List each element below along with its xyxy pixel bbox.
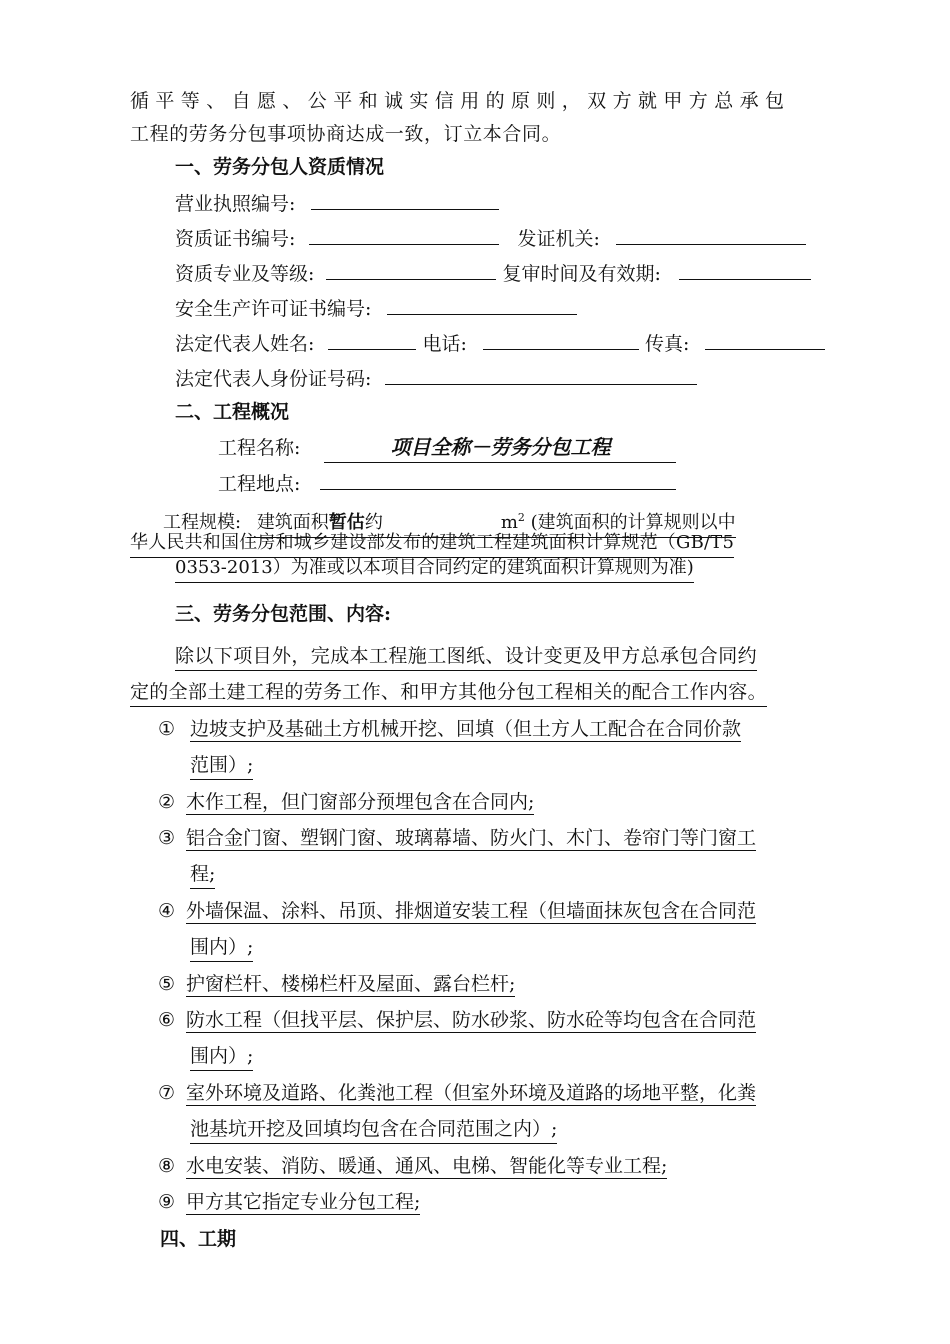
scale-unit: m: [500, 512, 518, 533]
business-license-row: [175, 189, 499, 217]
scale-text-bold: 暂估: [328, 512, 365, 533]
rep-name-field[interactable]: [328, 329, 416, 350]
project-name-label: 工程名称:: [218, 437, 301, 459]
rep-id-row: [175, 364, 697, 392]
list-item-5: [158, 971, 515, 997]
item-text-4: 外墙保温、涂料、吊顶、排烟道安装工程（但墙面抹灰包含在合同范: [186, 900, 757, 922]
item-num-2: ②: [158, 791, 176, 813]
safety-field[interactable]: [387, 294, 577, 315]
list-item-1-cont: 范围）;: [190, 752, 253, 780]
item-text-7: 室外环境及道路、化粪池工程（但室外环境及道路的场地平整，化粪: [186, 1082, 757, 1104]
section3-para-line-2: 定的全部土建工程的劳务工作、和甲方其他分包工程相关的配合工作内容。: [130, 679, 767, 707]
project-location-field[interactable]: [320, 469, 676, 490]
section4-heading: 四、工期: [160, 1228, 237, 1250]
project-name-field[interactable]: [324, 434, 676, 463]
item-num-7: ⑦: [158, 1082, 176, 1104]
item-text-3: 铝合金门窗、塑钢门窗、玻璃幕墙、防火门、木门、卷帘门等门窗工: [186, 827, 757, 849]
fax-field[interactable]: [705, 329, 825, 350]
review-field[interactable]: [679, 259, 811, 280]
item-text-1: 边坡支护及基础土方机械开挖、回填（但土方人工配合在合同价款: [190, 718, 742, 740]
rep-row: [175, 329, 825, 357]
item-num-1: ①: [158, 718, 176, 740]
list-item-6: [158, 1007, 756, 1033]
list-item-4-cont: 围内）;: [190, 934, 253, 962]
scale-text-b: 约: [364, 512, 383, 533]
item-text-2: 木作工程，但门窗部分预埋包含在合同内;: [186, 791, 535, 813]
section2-heading: 二、工程概况: [175, 401, 290, 423]
item-text-5: 护窗栏杆、楼梯栏杆及屋面、露台栏杆;: [186, 973, 516, 995]
scale-unit-sup: 2: [517, 511, 525, 524]
section1-heading: 一、劳务分包人资质情况: [175, 156, 385, 178]
list-item-2: [158, 789, 534, 815]
list-item-6-cont: 围内）;: [190, 1043, 253, 1071]
list-item-7: [158, 1080, 756, 1106]
project-name-value: 项目全称－劳务分包工程: [390, 435, 611, 459]
safety-row: [175, 294, 577, 322]
list-item-7-cont: 池基坑开挖及回填均包含在合同范围之内）;: [190, 1116, 557, 1144]
safety-label: 安全生产许可证书编号:: [175, 298, 372, 320]
issuer-field[interactable]: [616, 224, 806, 245]
specialty-label: 资质专业及等级:: [175, 263, 315, 285]
specialty-row: [175, 259, 811, 287]
section3-heading: 三、劳务分包范围、内容:: [175, 603, 392, 625]
fax-label: 传真:: [645, 333, 690, 355]
issuer-label: 发证机关:: [517, 228, 600, 250]
project-location-row: [218, 469, 676, 497]
item-num-5: ⑤: [158, 973, 176, 995]
item-text-6: 防水工程（但找平层、保护层、防水砂浆、防水砼等均包含在合同范: [186, 1009, 757, 1031]
cert-no-label: 资质证书编号:: [175, 228, 296, 250]
item-num-4: ④: [158, 900, 176, 922]
scale-note-line-2: 华人民共和国住房和城乡建设部发布的建筑工程建筑面积计算规范（GB/T5: [130, 530, 734, 558]
item-num-9: ⑨: [158, 1191, 176, 1213]
project-name-row: [218, 434, 676, 463]
scale-note-line-3: 0353-2013）为准或以本项目合同约定的建筑面积计算规则为准): [175, 555, 694, 583]
list-item-8: [158, 1153, 667, 1179]
cert-no-field[interactable]: [309, 224, 499, 245]
scale-note-1: (建筑面积的计算规则以中: [530, 512, 736, 533]
specialty-field[interactable]: [326, 259, 496, 280]
list-item-3-cont: 程;: [190, 861, 215, 889]
intro-line-2: 工程的劳务分包事项协商达成一致，订立本合同。: [130, 123, 562, 145]
rep-name-label: 法定代表人姓名:: [175, 333, 315, 355]
item-num-8: ⑧: [158, 1155, 176, 1177]
item-num-6: ⑥: [158, 1009, 176, 1031]
review-label: 复审时间及有效期:: [502, 263, 661, 285]
list-item-1: [158, 716, 741, 742]
project-scale-label: 工程规模:: [163, 512, 242, 533]
rep-id-field[interactable]: [385, 364, 697, 385]
item-num-3: ③: [158, 827, 176, 849]
list-item-4: [158, 898, 756, 924]
business-license-field[interactable]: [311, 189, 499, 210]
cert-row: [175, 224, 806, 252]
list-item-9: [158, 1189, 420, 1215]
section3-para-line-1: 除以下项目外，完成本工程施工图纸、设计变更及甲方总承包合同约: [175, 643, 757, 671]
business-license-label: 营业执照编号:: [175, 193, 296, 215]
list-item-3: [158, 825, 756, 851]
rep-id-label: 法定代表人身份证号码:: [175, 368, 372, 390]
intro-line-1: 循平等、自愿、公平和诚实信用的原则，双方就甲方总承包: [130, 90, 791, 112]
item-text-8: 水电安装、消防、暖通、通风、电梯、智能化等专业工程;: [186, 1155, 668, 1177]
item-text-9: 甲方其它指定专业分包工程;: [186, 1191, 421, 1213]
phone-field[interactable]: [483, 329, 639, 350]
project-location-label: 工程地点:: [218, 473, 301, 495]
phone-label: 电话:: [422, 333, 467, 355]
scale-text-a: 建筑面积: [256, 512, 329, 533]
